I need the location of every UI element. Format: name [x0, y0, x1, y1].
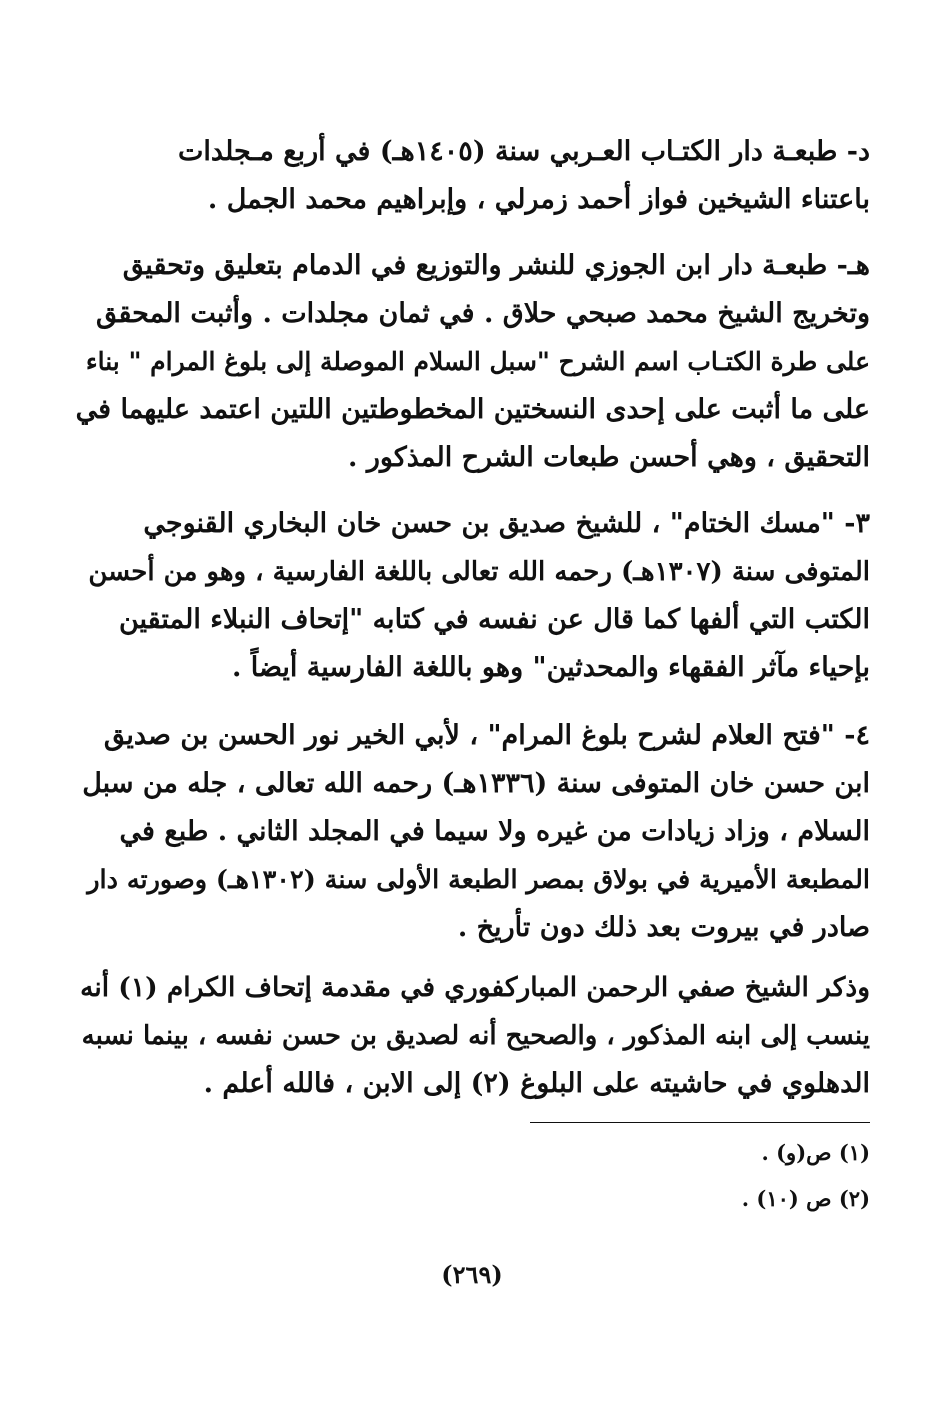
text-line: ينسب إلى ابنه المذكور ، والصحيح أنه لصديق بن حسن نفسه ، بينما نسبه	[81, 1021, 870, 1051]
text-line: المطبعة الأميرية في بولاق بمصر الطبعة الأولى سنة (١٣٠٢هـ) وصورته دار	[87, 865, 870, 895]
footnote-2: (٢) ص (١٠) .	[741, 1186, 870, 1211]
text-line: ٤- "فتح العلام لشرح بلوغ المرام" ، لأبي الخير نور الحسن بن صديق	[103, 720, 870, 751]
text-line: السلام ، وزاد زيادات من غيره ولا سيما في المجلد الثاني . طبع في	[119, 816, 870, 847]
text-line: وذكر الشيخ صفي الرحمن المباركفوري في مقدمة إتحاف الكرام (١) أنه	[80, 972, 870, 1003]
text-line: التحقيق ، وهي أحسن طبعات الشرح المذكور .	[348, 442, 870, 473]
text-line: باعتناء الشيخين فواز أحمد زمرلي ، وإبراهيم محمد الجمل .	[207, 184, 870, 215]
text-line: د- طبعـة دار الكتـاب العـربي سنة (١٤٠٥هـ) في أربع مـجلدات	[178, 136, 870, 167]
paragraph-d	[74, 128, 870, 224]
text-line: بإحياء مآثر الفقهاء والمحدثين" وهو باللغة الفارسية أيضاً .	[231, 652, 870, 683]
paragraph-4	[74, 712, 870, 952]
text-line: على طرة الكتـاب اسم الشرح "سبل السلام الموصلة إلى بلوغ المرام " بناء	[85, 347, 870, 376]
text-line: هـ- طبعـة دار ابن الجوزي للنشر والتوزيع في الدمام بتعليق وتحقيق	[122, 250, 870, 281]
text-line: الكتب التي ألفها كما قال عن نفسه في كتابه "إتحاف النبلاء المتقين	[118, 604, 870, 635]
closing-paragraph	[74, 964, 870, 1108]
text-line: على ما أثبت على إحدى النسختين المخطوطتين اللتين اعتمد عليهما في	[75, 394, 870, 425]
footnotes	[560, 1130, 870, 1222]
footnote-1: (١) ص(و) .	[761, 1140, 870, 1165]
footnote-divider	[530, 1122, 870, 1123]
text-line: المتوفى سنة (١٣٠٧هـ) رحمه الله تعالى باللغة الفارسية ، وهو من أحسن	[88, 557, 870, 587]
text-line: ٣- "مسك الختام" ، للشيخ صديق بن حسن خان البخاري القنوجي	[143, 508, 870, 539]
paragraph-3	[74, 500, 870, 692]
text-line: صادر في بيروت بعد ذلك دون تأريخ .	[457, 912, 870, 943]
text-line: الدهلوي في حاشيته على البلوغ (٢) إلى الابن ، فالله أعلم .	[203, 1068, 870, 1099]
text-line: ابن حسن خان المتوفى سنة (١٣٣٦هـ) رحمه الله تعالى ، جله من سبل	[82, 768, 870, 799]
paragraph-h	[74, 242, 870, 482]
text-line: وتخريج الشيخ محمد صبحي حلاق . في ثمان مجلدات . وأثبت المحقق	[95, 298, 870, 329]
page-number: (٢٦٩)	[441, 1260, 503, 1289]
